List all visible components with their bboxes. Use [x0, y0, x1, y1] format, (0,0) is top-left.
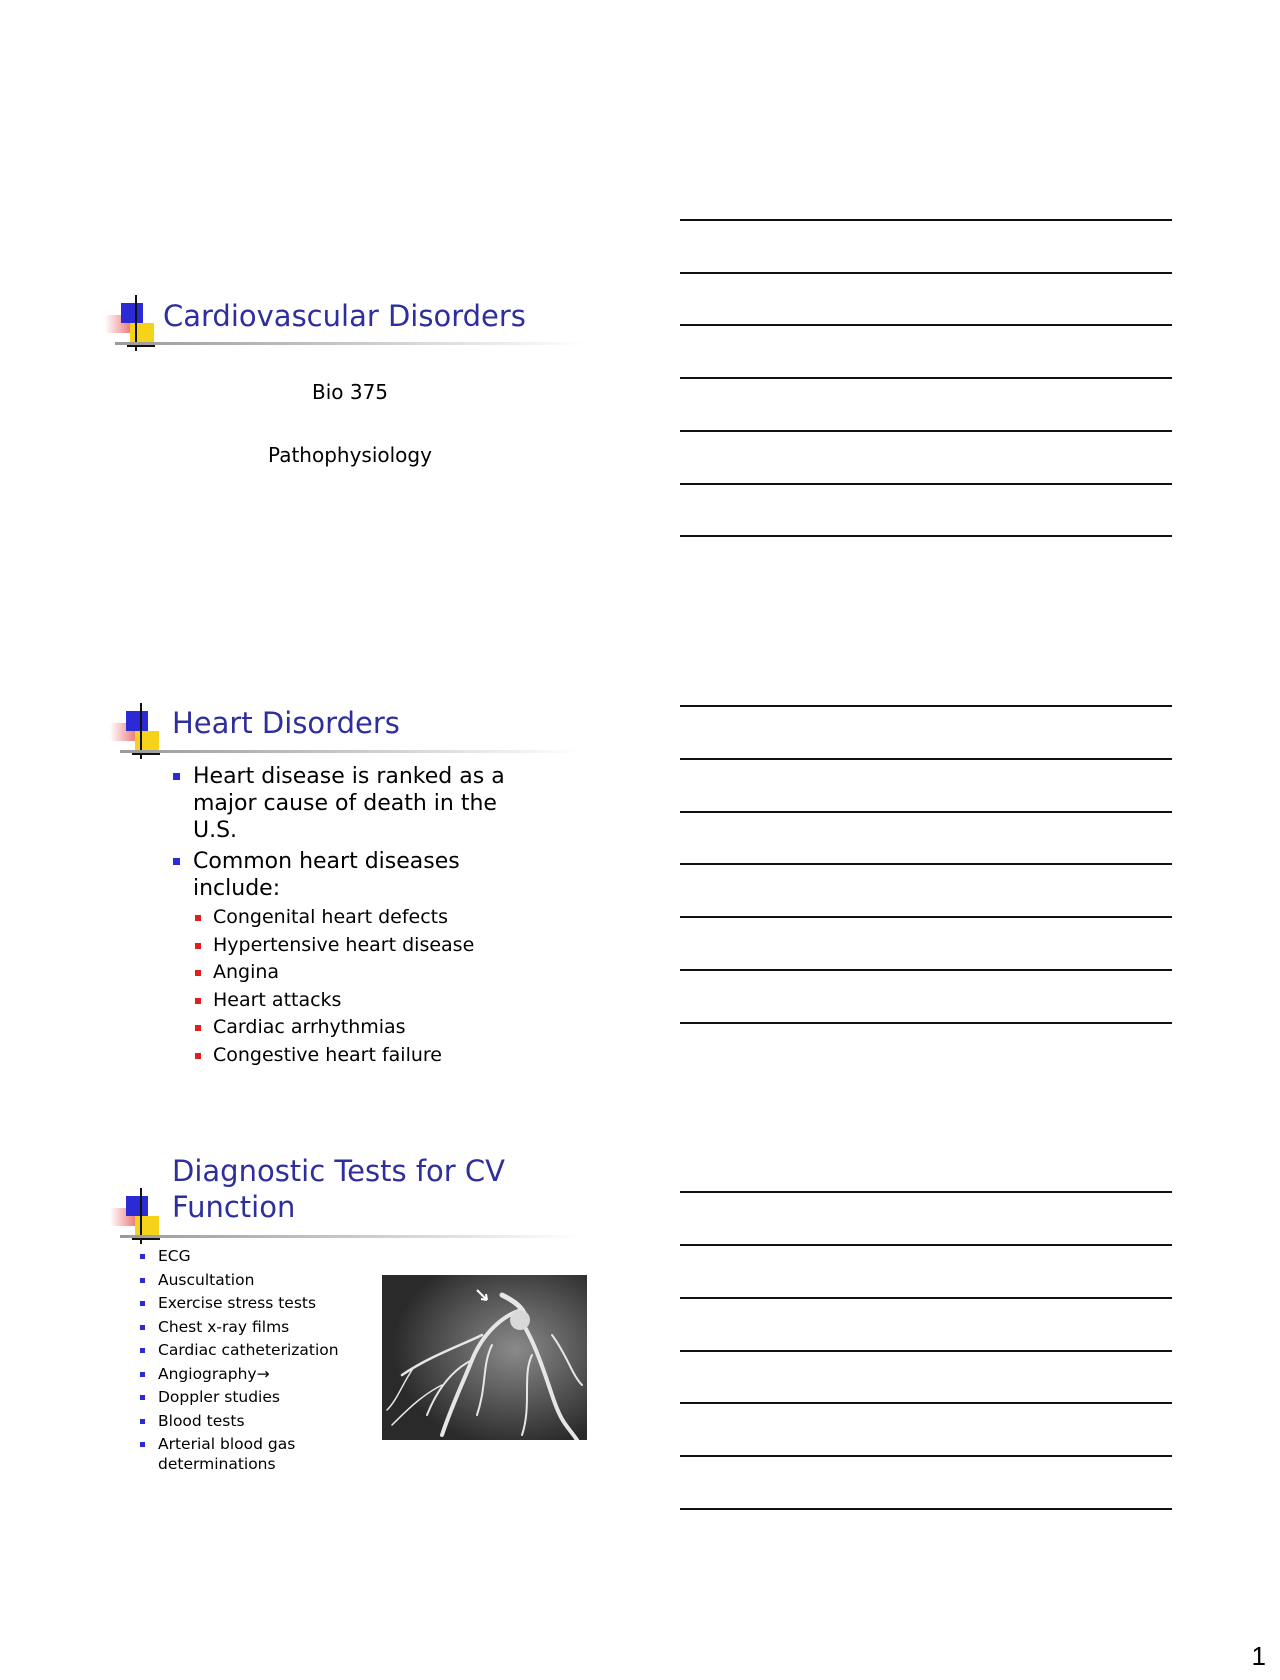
- list-item: Arterial blood gas determinations: [138, 1434, 358, 1474]
- note-line: [680, 1297, 1172, 1299]
- course-code: Bio 375: [311, 380, 389, 404]
- list-item: Doppler studies: [138, 1387, 358, 1407]
- bullet-list: [138, 1246, 358, 1478]
- slide-logo-icon: [105, 295, 165, 355]
- note-line: [680, 916, 1172, 918]
- note-line: [680, 1022, 1172, 1024]
- list-item: Common heart diseases include: Congenital heart defects Hypertensive heart disease Angina Heart attacks Cardiac arrhythmias Congestive heart failure: [173, 848, 543, 1069]
- sub-list: [193, 904, 543, 1069]
- slide-logo-icon: [110, 1188, 170, 1248]
- note-line: [680, 483, 1172, 485]
- page-number: 1: [1251, 1641, 1266, 1671]
- list-item: Angina: [193, 959, 543, 987]
- list-item: Heart disease is ranked as a major cause of death in the U.S.: [173, 763, 543, 844]
- note-line: [680, 377, 1172, 379]
- note-line: [680, 969, 1172, 971]
- note-line: [680, 535, 1172, 537]
- list-item: ECG: [138, 1246, 358, 1266]
- list-item: Congestive heart failure: [193, 1042, 543, 1070]
- note-line: [680, 705, 1172, 707]
- note-line: [680, 1244, 1172, 1246]
- note-line: [680, 1191, 1172, 1193]
- note-line: [680, 219, 1172, 221]
- note-line: [680, 811, 1172, 813]
- list-item: Blood tests: [138, 1411, 358, 1431]
- list-item: Angiography→: [138, 1364, 358, 1384]
- slide-logo-icon: [110, 703, 170, 763]
- list-item: Auscultation: [138, 1270, 358, 1290]
- bullet-list: [173, 763, 543, 1073]
- note-line: [680, 1402, 1172, 1404]
- note-line: [680, 272, 1172, 274]
- list-item: Heart attacks: [193, 987, 543, 1015]
- slide-title-line-1: Diagnostic Tests for CV: [172, 1154, 506, 1188]
- list-item: Exercise stress tests: [138, 1293, 358, 1313]
- list-item: Cardiac catheterization: [138, 1340, 358, 1360]
- note-line: [680, 1508, 1172, 1510]
- title-underline: [115, 342, 585, 345]
- list-item: Cardiac arrhythmias: [193, 1014, 543, 1042]
- title-underline: [120, 750, 580, 753]
- slide-title: Cardiovascular Disorders: [163, 299, 526, 333]
- list-item: Congenital heart defects: [193, 904, 543, 932]
- title-underline: [120, 1235, 580, 1238]
- list-item: Hypertensive heart disease: [193, 932, 543, 960]
- note-line: [680, 430, 1172, 432]
- list-item: Chest x-ray films: [138, 1317, 358, 1337]
- note-line: [680, 1455, 1172, 1457]
- note-line: [680, 324, 1172, 326]
- slide-title: Heart Disorders: [172, 706, 400, 740]
- angiogram-image: [382, 1275, 587, 1440]
- course-name: Pathophysiology: [268, 443, 432, 467]
- note-line: [680, 758, 1172, 760]
- note-line: [680, 1350, 1172, 1352]
- note-line: [680, 863, 1172, 865]
- slide-title-line-2: Function: [172, 1190, 296, 1224]
